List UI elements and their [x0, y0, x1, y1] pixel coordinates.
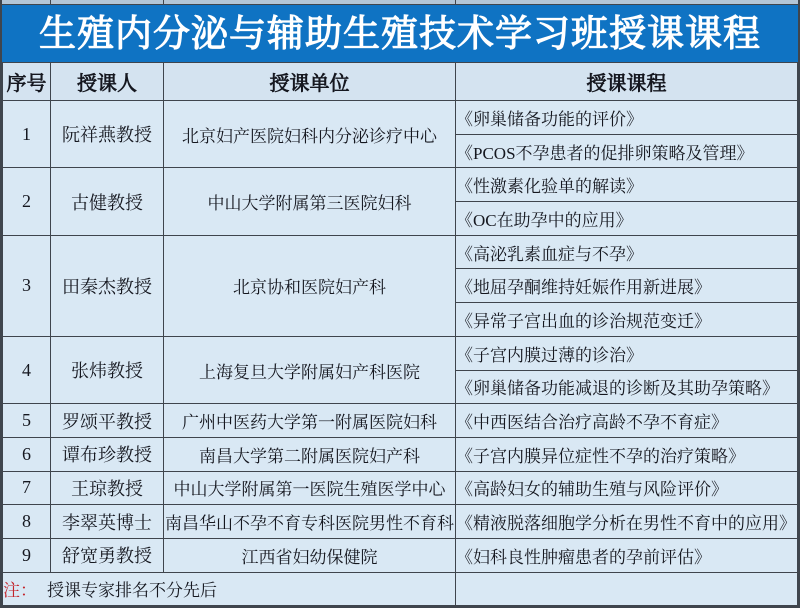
course-cell: 《高泌乳素血症与不孕》 [456, 235, 798, 269]
course-cell: 《PCOS不孕患者的促排卵策略及管理》 [456, 134, 798, 168]
unit-cell: 南昌大学第二附属医院妇产科 [164, 437, 456, 471]
empty-cell [456, 572, 798, 606]
note-row [3, 572, 798, 606]
table-row [3, 437, 798, 471]
row-number-cell: 1 [3, 101, 51, 168]
lecturer-cell: 阮祥燕教授 [51, 101, 164, 168]
row-number-cell: 7 [3, 471, 51, 505]
course-cell: 《地屈孕酮维持妊娠作用新进展》 [456, 269, 798, 303]
row-number-cell: 6 [3, 437, 51, 471]
lecturer-cell: 李翠英博士 [51, 505, 164, 539]
column-header-course: 授课课程 [456, 63, 798, 101]
table-row [3, 471, 798, 505]
course-cell: 《性激素化验单的解读》 [456, 168, 798, 202]
unit-cell: 南昌华山不孕不育专科医院男性不育科 [164, 505, 456, 539]
unit-cell: 上海复旦大学附属妇产科医院 [164, 336, 456, 403]
lecturer-cell: 罗颂平教授 [51, 404, 164, 438]
row-number-cell: 4 [3, 336, 51, 403]
table-row [3, 168, 798, 202]
row-number-cell: 2 [3, 168, 51, 235]
unit-cell: 中山大学附属第一医院生殖医学中心 [164, 471, 456, 505]
course-cell: 《异常子宫出血的诊治规范变迁》 [456, 303, 798, 337]
column-header-no: 序号 [3, 63, 51, 101]
page-title: 生殖内分泌与辅助生殖技术学习班授课课程 [2, 5, 798, 62]
lecturer-cell: 王琼教授 [51, 471, 164, 505]
row-number-cell: 9 [3, 538, 51, 572]
table-row [3, 235, 798, 269]
row-number-cell: 5 [3, 404, 51, 438]
note-cell [3, 572, 456, 606]
unit-cell: 广州中医药大学第一附属医院妇科 [164, 404, 456, 438]
note-label: 注： [3, 581, 37, 601]
note-text: 授课专家排名不分先后 [47, 581, 217, 601]
row-number-cell: 3 [3, 235, 51, 336]
unit-cell: 北京协和医院妇产科 [164, 235, 456, 336]
unit-cell: 中山大学附属第三医院妇科 [164, 168, 456, 235]
table-row [3, 538, 798, 572]
unit-cell: 江西省妇幼保健院 [164, 538, 456, 572]
lecturer-cell: 谭布珍教授 [51, 437, 164, 471]
table-row [3, 101, 798, 135]
course-cell: 《精液脱落细胞学分析在男性不育中的应用》 [456, 505, 798, 539]
course-cell: 《子宫内膜过薄的诊治》 [456, 336, 798, 370]
course-cell: 《中西医结合治疗高龄不孕不育症》 [456, 404, 798, 438]
table-row [3, 505, 798, 539]
unit-cell: 北京妇产医院妇科内分泌诊疗中心 [164, 101, 456, 168]
table-header-row [3, 63, 798, 101]
course-cell: 《高龄妇女的辅助生殖与风险评价》 [456, 471, 798, 505]
course-cell: 《卵巢储备功能的评价》 [456, 101, 798, 135]
course-cell: 《卵巢储备功能减退的诊断及其助孕策略》 [456, 370, 798, 404]
course-cell: 《OC在助孕中的应用》 [456, 202, 798, 236]
course-table [2, 62, 798, 606]
lecturer-cell: 田秦杰教授 [51, 235, 164, 336]
course-cell: 《子宫内膜异位症性不孕的治疗策略》 [456, 437, 798, 471]
table-row [3, 336, 798, 370]
table-row [3, 404, 798, 438]
course-cell: 《妇科良性肿瘤患者的孕前评估》 [456, 538, 798, 572]
lecturer-cell: 古健教授 [51, 168, 164, 235]
row-number-cell: 8 [3, 505, 51, 539]
lecturer-cell: 舒宽勇教授 [51, 538, 164, 572]
column-header-lecturer: 授课人 [51, 63, 164, 101]
column-header-unit: 授课单位 [164, 63, 456, 101]
lecturer-cell: 张炜教授 [51, 336, 164, 403]
